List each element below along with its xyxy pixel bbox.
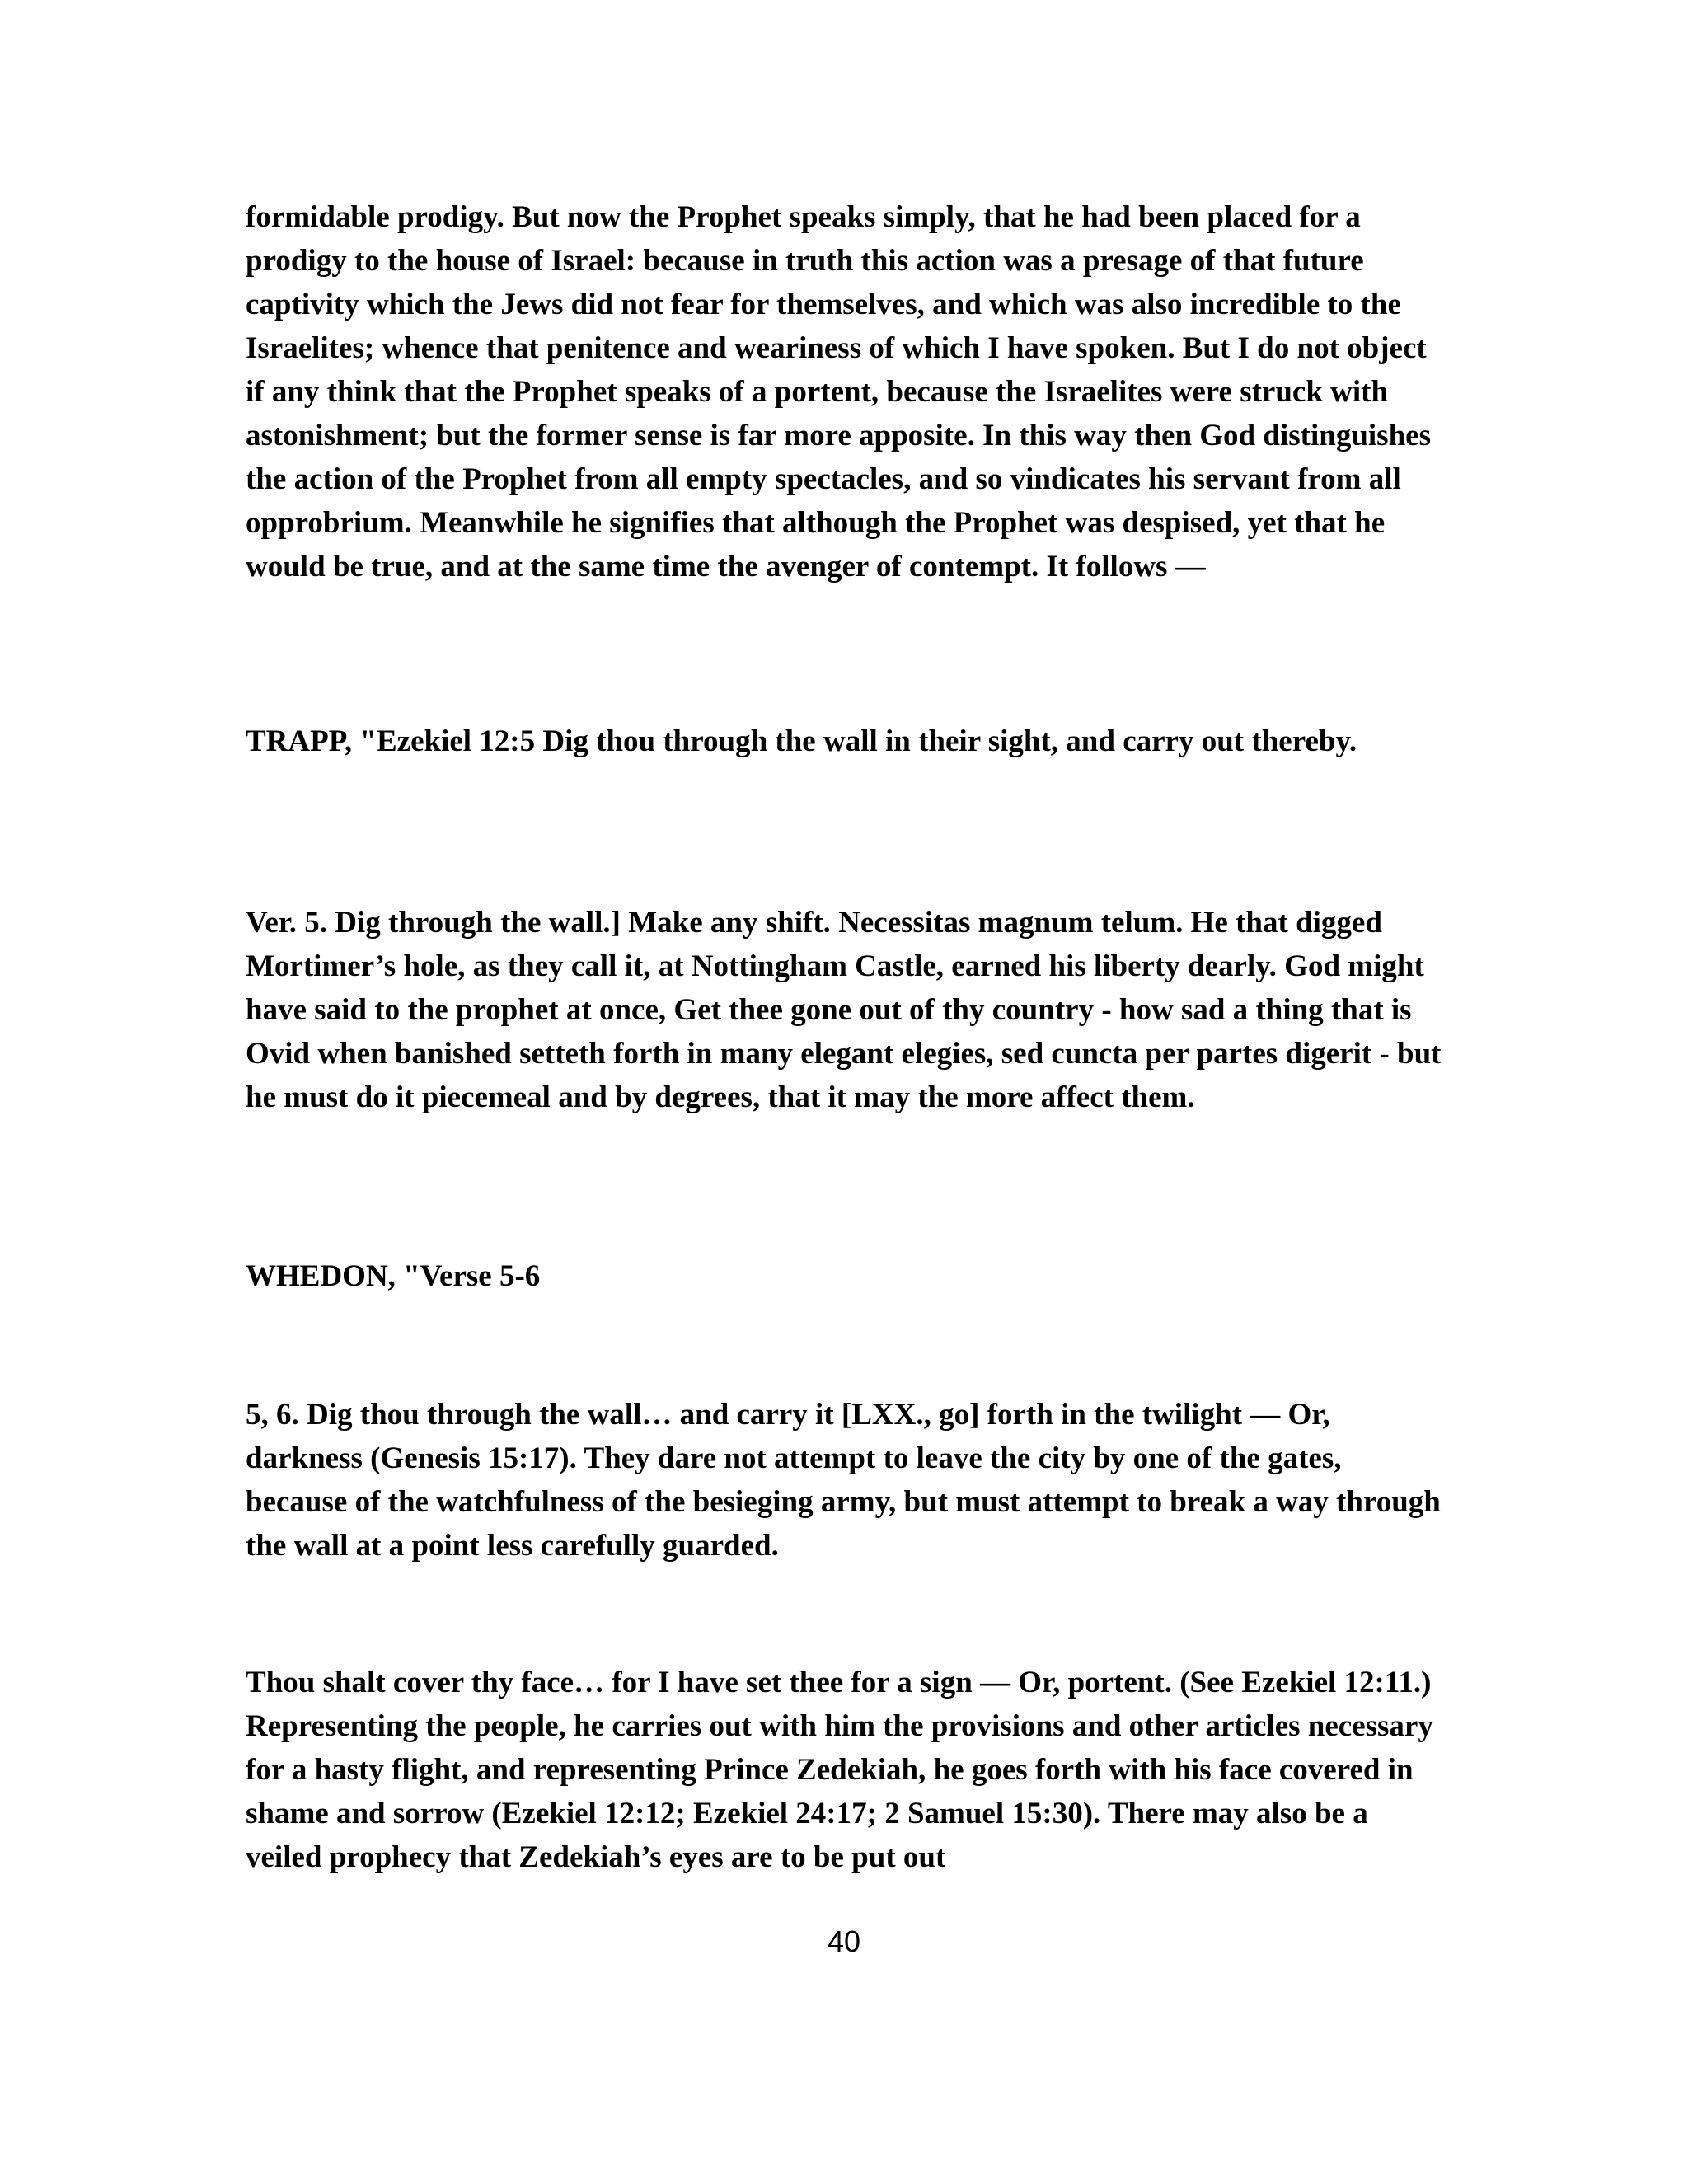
paragraph-trapp-heading: TRAPP, "Ezekiel 12:5 Dig thou through the wall in their sight, and carry out thereby. [246, 724, 1357, 758]
paragraph-trapp-commentary: Ver. 5. Dig through the wall.] Make any shift. Necessitas magnum telum. He that digged Mortimer’s hole, as they call it, at Nottingham Castle, earned his liberty dearly. God might have said to the prophet at once, Get thee gone out of thy country - how sad a thing that is Ovid when banished setteth forth in many elegant elegies, sed cuncta per partes digerit - but he must do it piecemeal and by degrees, that it may the more affect them. [246, 906, 1442, 1114]
paragraph-whedon-verse-5-6: 5, 6. Dig thou through the wall… and carry it [LXX., go] forth in the twilight — Or, darkness (Genesis 15:17). They dare not attempt to leave the city by one of the gates, because of the watchfulness of the besieging army, but must attempt to break a way through the wall at a point less carefully guarded. [246, 1398, 1441, 1563]
paragraph-whedon-heading: WHEDON, "Verse 5-6 [246, 1259, 541, 1293]
paragraph-calvin-commentary: formidable prodigy. But now the Prophet speaks simply, that he had been placed for a prodigy to the house of Israel: because in truth this action was a presage of that future captivity which the Jews did not fear for themselves, and which was also incredible to the Israelites; whence that penitence and weariness of which I have spoken. But I do not object if any think that the Prophet speaks of a portent, because the Israelites were struck with astonishment; but the former sense is far more apposite. In this way then God distinguishes the action of the Prophet from all empty spectacles, and so vindicates his servant from all opprobrium. Meanwhile he signifies that although the Prophet was despised, yet that he would be true, and at the same time the avenger of contempt. It follows — [246, 200, 1431, 583]
paragraph-whedon-cover-face: Thou shalt cover thy face… for I have set thee for a sign — Or, portent. (See Ezekiel 12:11.) Representing the people, he carries out with him the provisions and other articles necessary for a hasty flight, and representing Prince Zedekiah, he goes forth with his face covered in shame and sorrow (Ezekiel 12:12; Ezekiel 24:17; 2 Samuel 15:30). There may also be a veiled prophecy that Zedekiah’s eyes are to be put out [246, 1666, 1433, 1874]
page-number: 40 [827, 1924, 861, 1958]
